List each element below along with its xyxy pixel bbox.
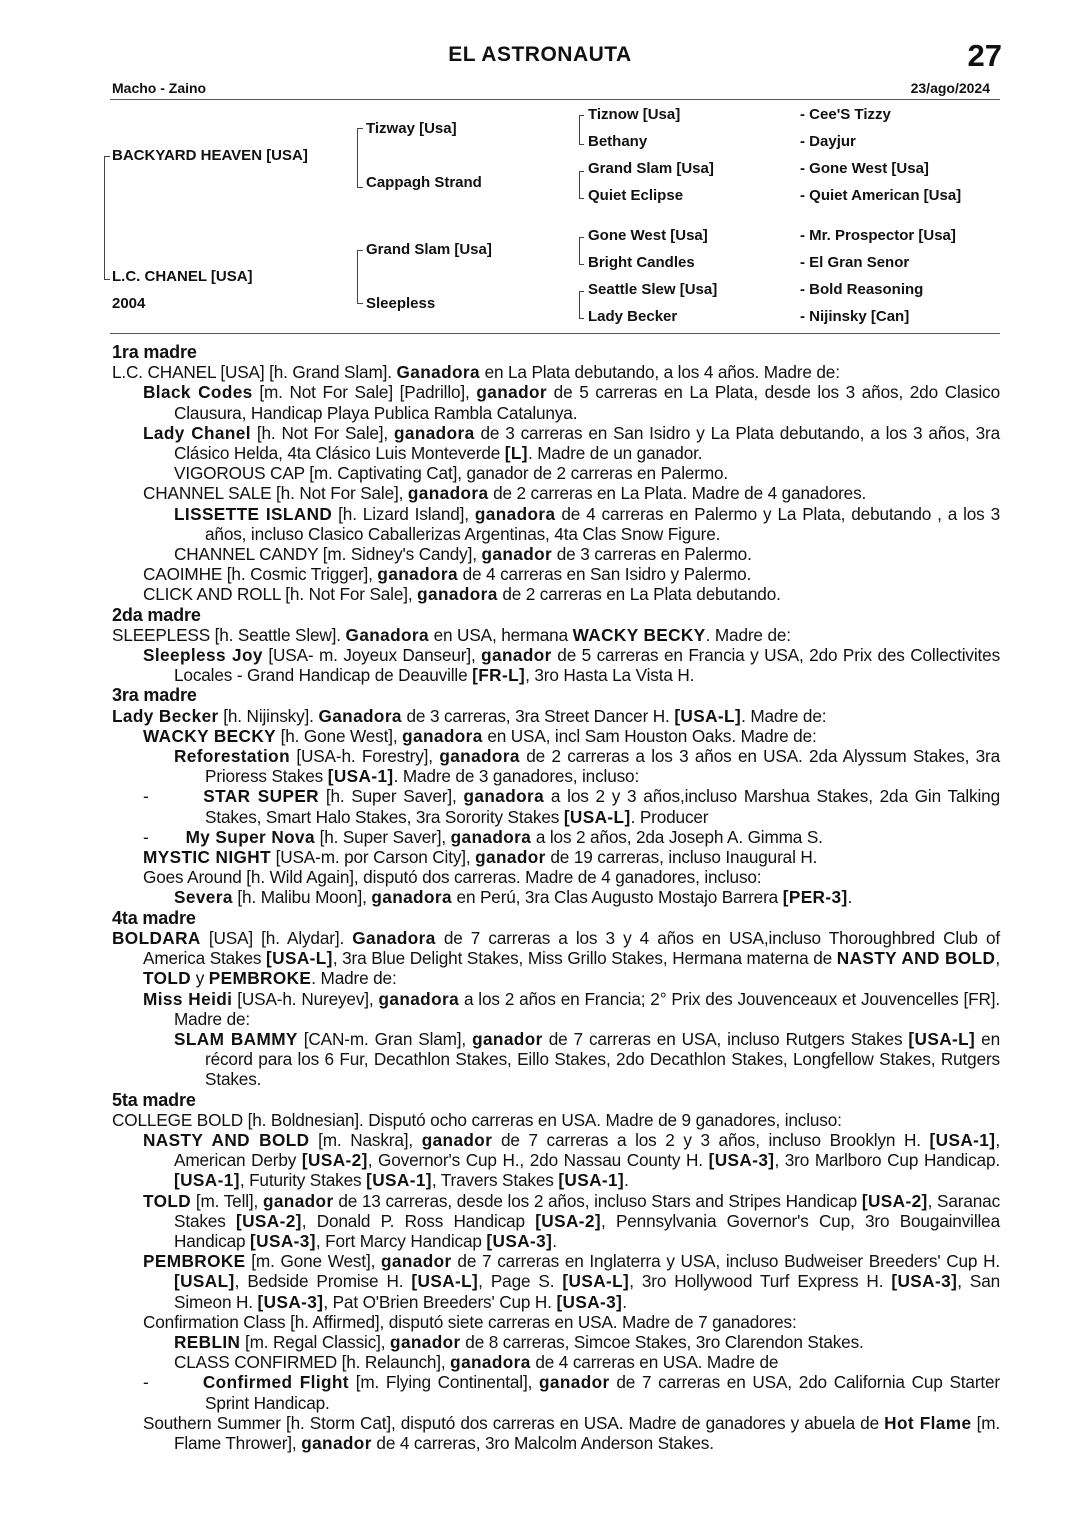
gen2-2: Cappagh Strand bbox=[366, 174, 482, 191]
produce-entry: - My Super Nova [h. Super Saver], ganadora a los 2 años, 2da Joseph A. Gimma S. bbox=[143, 826, 823, 847]
produce-entry: LISSETTE ISLAND [h. Lizard Island], ganadora de 4 carreras en Palermo y La Plata, debutando , a los 3 años, incluso Clasico Caballerizas Argentinas, 4ta Clas Snow Figure. bbox=[174, 503, 1000, 544]
produce-entry: Black Codes [m. Not For Sale] [Padrillo], ganador de 5 carreras en La Plata, desde los 3 años, 2do Clasico Clausura, Handicap Playa Publica Rambla Catalunya. bbox=[143, 382, 1001, 423]
produce-entry: Severa [h. Malibu Moon], ganadora en Perú, 3ra Clas Augusto Mostajo Barrera [PER-3]. bbox=[174, 887, 853, 908]
gen3-5: Gone West [Usa] bbox=[588, 227, 708, 244]
gen2-1: Tizway [Usa] bbox=[366, 120, 457, 137]
gen2-bracket-line-2 bbox=[357, 250, 358, 304]
produce-entry: Lady Becker [h. Nijinsky]. Ganadora de 3 carreras, 3ra Street Dancer H. [USA-L]. Madre de: bbox=[112, 705, 827, 726]
gen1-bracket-top bbox=[104, 156, 110, 157]
page-number: 27 bbox=[967, 38, 1002, 73]
section-heading: 2da madre bbox=[112, 604, 201, 625]
produce-entry: Sleepless Joy [USA- m. Joyeux Danseur], ganador de 5 carreras en Francia y USA, 2do Prix des Collectivites Locales - Grand Handicap de Deauville [FR-L], 3ro Hasta La Vista H. bbox=[143, 645, 1001, 686]
gen4-2: - Dayjur bbox=[800, 133, 856, 150]
gen3-3: Grand Slam [Usa] bbox=[588, 160, 714, 177]
produce-entry: VIGOROUS CAP [m. Captivating Cat], ganador de 2 carreras en Palermo. bbox=[174, 463, 729, 484]
section-heading: 3ra madre bbox=[112, 685, 197, 706]
gen3-1: Tiznow [Usa] bbox=[588, 106, 681, 123]
produce-entry: CHANNEL SALE [h. Not For Sale], ganadora de 2 carreras en La Plata. Madre de 4 ganadores. bbox=[143, 483, 867, 504]
pedigree-bottom-rule bbox=[110, 333, 1000, 334]
section-heading: 5ta madre bbox=[112, 1089, 196, 1110]
produce-entry: COLLEGE BOLD [h. Boldnesian]. Disputó ocho carreras en USA. Madre de 9 ganadores, incluso: bbox=[112, 1109, 842, 1130]
gen2-bracket-line-1 bbox=[357, 128, 358, 188]
gen4-6: - El Gran Senor bbox=[800, 254, 910, 271]
produce-entry: Lady Chanel [h. Not For Sale], ganadora de 3 carreras en San Isidro y La Plata debutando, a los 3 años, 3ra Clásico Helda, 4ta Clásico Luis Monteverde [L]. Madre de un ganador. bbox=[143, 422, 1001, 464]
produce-entry: Confirmation Class [h. Affirmed], disputó siete carreras en USA. Madre de 7 ganadores: bbox=[143, 1311, 797, 1332]
gen3-2: Bethany bbox=[588, 133, 648, 150]
gen2-3: Grand Slam [Usa] bbox=[366, 241, 492, 258]
produce-entry: CAOIMHE [h. Cosmic Trigger], ganadora de 4 carreras en San Isidro y Palermo. bbox=[143, 564, 752, 585]
section-heading: 1ra madre bbox=[112, 342, 197, 362]
produce-entry: - Confirmed Flight [m. Flying Continental], ganador de 7 carreras en USA, 2do California Cup Starter Sprint Handicap. bbox=[143, 1372, 1000, 1413]
produce-entry: Goes Around [h. Wild Again], disputó dos carreras. Madre de 4 ganadores, incluso: bbox=[143, 867, 762, 888]
produce-entry: WACKY BECKY [h. Gone West], ganadora en USA, incl Sam Houston Oaks. Madre de: bbox=[143, 725, 817, 746]
produce-entry: REBLIN [m. Regal Classic], ganador de 8 carreras, Simcoe Stakes, 3ro Clarendon Stakes. bbox=[174, 1331, 864, 1352]
gen4-8: - Nijinsky [Can] bbox=[800, 308, 910, 325]
produce-entry: NASTY AND BOLD [m. Naskra], ganador de 7 carreras a los 2 y 3 años, incluso Brooklyn H. [USA-1], American Derby [USA-2], Governor's Cup H., 2do Nassau County H. [USA-3], 3ro Marlboro Cup Handicap. [USA-1], Futurity Stakes [USA-1], Travers Stakes [USA-1]. bbox=[143, 1129, 1000, 1191]
produce-entry: Reforestation [USA-h. Forestry], ganadora de 2 carreras a los 3 años en USA. 2da Alyssum Stakes, 3ra Prioress Stakes [USA-1]. Madre de 3 ganadores, incluso: bbox=[174, 746, 1000, 787]
produce-record bbox=[112, 342, 1000, 1453]
produce-entry: Southern Summer [h. Storm Cat], disputó dos carreras en USA. Madre de ganadores y abuela de Hot Flame [m. Flame Thrower], ganador de 4 carreras, 3ro Malcolm Anderson Stakes. bbox=[143, 1412, 1001, 1453]
produce-entry: Miss Heidi [USA-h. Nureyev], ganadora a los 2 años en Francia; 2° Prix des Jouvenceaux et Jouvencelles [FR]. Madre de: bbox=[143, 988, 1001, 1029]
gen3-4: Quiet Eclipse bbox=[588, 187, 684, 204]
produce-entry: - STAR SUPER [h. Super Saver], ganadora a los 2 y 3 años,incluso Marshua Stakes, 2da Gin Talking Stakes, Smart Halo Stakes, 3ra Sorority Stakes [USA-L]. Producer bbox=[143, 786, 1000, 827]
gen4-3: - Gone West [Usa] bbox=[800, 160, 929, 177]
produce-entry: PEMBROKE [m. Gone West], ganador de 7 carreras en Inglaterra y USA, incluso Budweiser Breeders' Cup H. [USAL], Bedside Promise H. [USA-L], Page S. [USA-L], 3ro Hollywood Turf Express H. [USA-3], San Simeon H. [USA-3], Pat O'Brien Breeders' Cup H. [USA-3]. bbox=[143, 1251, 1001, 1312]
gen4-5: - Mr. Prospector [Usa] bbox=[800, 227, 956, 244]
date: 23/ago/2024 bbox=[910, 80, 990, 96]
produce-entry: MYSTIC NIGHT [USA-m. por Carson City], ganador de 19 carreras, incluso Inaugural H. bbox=[143, 847, 818, 868]
gen2-4: Sleepless bbox=[366, 295, 436, 312]
produce-entry: SLAM BAMMY [CAN-m. Gran Slam], ganador de 7 carreras en USA, incluso Rutgers Stakes [USA-L] en récord para los 6 Fur, Decathlon Stakes, Eillo Stakes, 2do Decathlon Stakes, Longfellow Stakes, Rutgers Stakes. bbox=[174, 1028, 1000, 1090]
gen1-bracket-bottom bbox=[104, 279, 110, 280]
gen3-8: Lady Becker bbox=[588, 308, 678, 325]
dam: L.C. CHANEL [USA] bbox=[112, 268, 253, 285]
gen4-1: - Cee'S Tizzy bbox=[800, 106, 891, 123]
sire: BACKYARD HEAVEN [USA] bbox=[112, 147, 308, 164]
horse-name: EL ASTRONAUTA bbox=[448, 43, 632, 66]
gen3-6: Bright Candles bbox=[588, 254, 695, 271]
produce-entry: L.C. CHANEL [USA] [h. Grand Slam]. Ganadora en La Plata debutando, a los 4 años. Madre de: bbox=[112, 362, 840, 383]
produce-entry: CLICK AND ROLL [h. Not For Sale], ganadora de 2 carreras en La Plata debutando. bbox=[143, 584, 781, 605]
gen4-7: - Bold Reasoning bbox=[800, 281, 924, 298]
produce-entry: CHANNEL CANDY [m. Sidney's Candy], ganador de 3 carreras en Palermo. bbox=[174, 544, 752, 565]
produce-entry: CLASS CONFIRMED [h. Relaunch], ganadora de 4 carreras en USA. Madre de bbox=[174, 1352, 779, 1373]
gen3-7: Seattle Slew [Usa] bbox=[588, 281, 718, 298]
top-rule bbox=[110, 99, 1000, 100]
gen1-bracket-line bbox=[104, 156, 105, 280]
sex-color: Macho - Zaino bbox=[112, 80, 207, 96]
produce-entry: BOLDARA [USA] [h. Alydar]. Ganadora de 7 carreras a los 3 y 4 años en USA,incluso Thoroughbred Club of America Stakes [USA-L], 3ra Blue Delight Stakes, Miss Grillo Stakes, Hermana materna de NASTY AND BOLD, TOLD y PEMBROKE. Madre de: bbox=[112, 927, 1001, 989]
produce-entry: SLEEPLESS [h. Seattle Slew]. Ganadora en USA, hermana WACKY BECKY. Madre de: bbox=[112, 624, 791, 645]
section-heading: 4ta madre bbox=[112, 907, 196, 928]
dam-year: 2004 bbox=[112, 295, 146, 312]
gen4-4: - Quiet American [Usa] bbox=[800, 187, 962, 204]
produce-entry: TOLD [m. Tell], ganador de 13 carreras, desde los 2 años, incluso Stars and Stripes Handicap [USA-2], Saranac Stakes [USA-2], Donald P. Ross Handicap [USA-2], Pennsylvania Governor's Cup, 3ro Bougainvillea Handicap [USA-3], Fort Marcy Handicap [USA-3]. bbox=[143, 1190, 1001, 1251]
